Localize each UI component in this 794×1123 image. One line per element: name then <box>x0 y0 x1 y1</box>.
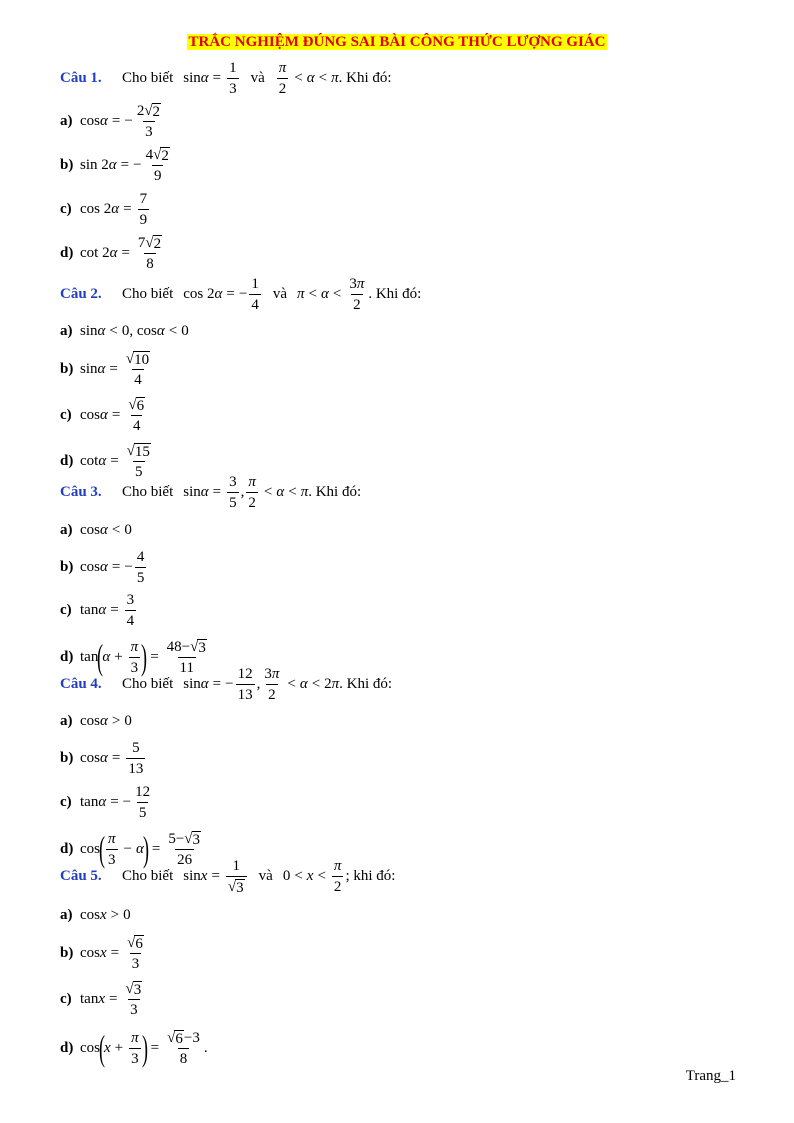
option-b[interactable]: b) sin 2 α = − 4 √ 2 9 <box>60 146 169 184</box>
option-b[interactable]: b) sin α = √ 10 4 <box>60 350 150 388</box>
question-4 <box>60 662 750 874</box>
option-a[interactable]: a) cos α = − 2 √ 2 3 <box>60 102 161 140</box>
page-title: TRẮC NGHIỆM ĐÚNG SAI BÀI CÔNG THỨC LƯỢNG GIÁC <box>188 34 606 50</box>
option-d[interactable]: d) cos ( x + $\frac{\pi}{3}$ ) = √ 6 −3 8 . <box>60 1028 208 1068</box>
question-4-stem: Câu 4. Cho biết sin α = − $\frac{12}{13}$ , $\frac{3\pi}{2}$ < α < 2 π . Khi đó: <box>60 665 393 703</box>
option-a[interactable]: a) sin α < 0, cos α < 0 <box>60 322 189 339</box>
question-label: Câu 3. <box>60 483 102 500</box>
option-b[interactable]: b) cos x = √ 6 3 <box>60 934 143 972</box>
option-d[interactable]: d) cos ( $\frac{\pi}{3}$ − α ) = 5− √ 3 26 <box>60 829 201 869</box>
option-c[interactable]: c) cos α = √ 6 4 <box>60 396 145 434</box>
question-1 <box>60 56 750 276</box>
math-condition: sin α = $\frac{3}{5}$ , $\frac{\pi}{2}$ < α < π <box>183 473 309 511</box>
option-c[interactable]: c) cos 2 α = $\frac{7}{9}$ <box>60 190 148 228</box>
option-c[interactable]: c) tan x = √ 3 3 <box>60 980 142 1018</box>
question-3 <box>60 470 750 682</box>
option-c[interactable]: c) tan α = − $\frac{12}{5}$ <box>60 783 151 821</box>
question-label: Câu 1. <box>60 69 102 86</box>
question-5-stem: Câu 5. Cho biết sin x = 1 √ 3 và 0 < x < $\frac{\pi}{2}$ ; khi đó: <box>60 857 396 896</box>
math-range: 0 < x < $\frac{\pi}{2}$ <box>282 857 342 895</box>
question-label: Câu 2. <box>60 285 102 302</box>
question-2 <box>60 272 750 484</box>
question-3-stem: Câu 3. Cho biết sin α = $\frac{3}{5}$ , $\frac{\pi}{2}$ < α < π . Khi đó: <box>60 473 362 511</box>
math-range: $\frac{\pi}{2}$ < α < π <box>278 59 339 97</box>
option-d[interactable]: d) tan ( α + $\frac{\pi}{3}$ ) = 48− √ 3 11 <box>60 637 206 677</box>
option-a[interactable]: a) cos x > 0 <box>60 906 131 923</box>
question-label: Câu 5. <box>60 867 102 884</box>
option-b[interactable]: b) cos α = − $\frac{4}{5}$ <box>60 548 145 586</box>
question-1-stem: Câu 1. Cho biết sin α = $\frac{1}{3}$ và $\frac{\pi}{2}$ < α < π . Khi đó: <box>60 59 392 97</box>
option-d[interactable]: d) cot α = √ 15 5 <box>60 442 150 480</box>
option-a[interactable]: a) cos α > 0 <box>60 712 132 729</box>
option-b[interactable]: b) cos α = $\frac{5}{13}$ <box>60 739 144 777</box>
math-condition: sin x = 1 √ 3 <box>183 857 248 896</box>
math-range: π < α < $\frac{3\pi}{2}$ <box>296 275 365 313</box>
math-condition: sin α = − $\frac{12}{13}$ , $\frac{3\pi}{2}$ < α < 2 π <box>183 665 340 703</box>
math-condition: cos 2 α = − $\frac{1}{4}$ <box>183 275 259 313</box>
question-2-stem: Câu 2. Cho biết cos 2 α = − $\frac{1}{4}$ và π < α < $\frac{3\pi}{2}$ . Khi đó: <box>60 275 422 313</box>
question-5 <box>60 852 750 1074</box>
math-condition: sin α = $\frac{1}{3}$ <box>183 59 237 97</box>
question-label: Câu 4. <box>60 675 102 692</box>
option-c[interactable]: c) tan α = $\frac{3}{4}$ <box>60 591 135 629</box>
option-a[interactable]: a) cos α < 0 <box>60 521 132 538</box>
page-number: Trang_1 <box>685 1068 736 1084</box>
option-d[interactable]: d) cot 2 α = 7 √ 2 8 <box>60 234 162 272</box>
